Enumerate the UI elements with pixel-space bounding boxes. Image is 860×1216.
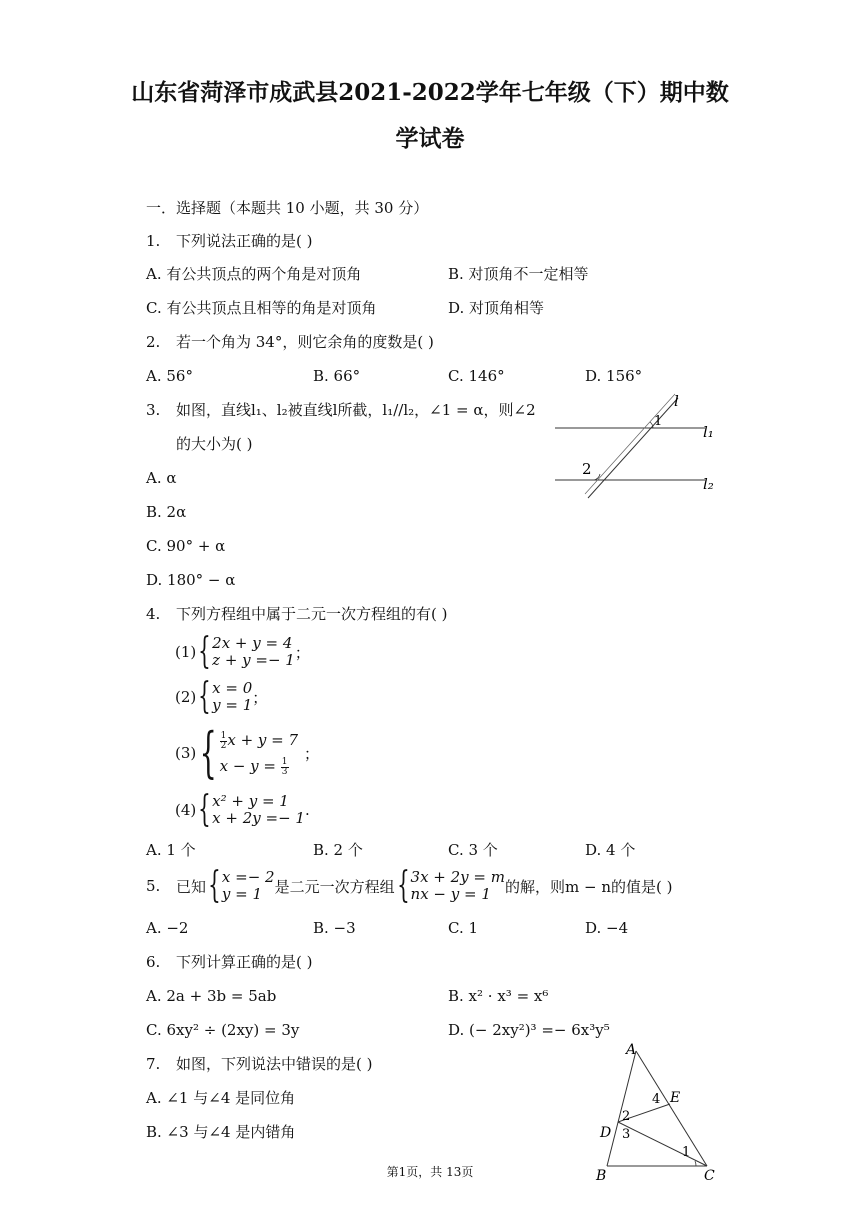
equation: 2x + y = 4 <box>212 634 293 652</box>
parallel-lines-figure <box>550 388 720 500</box>
equation: x − y = $\frac{1}{3}$ <box>219 756 288 777</box>
label-l2: l₂ <box>703 475 714 493</box>
option-a: A. 56° <box>146 367 193 385</box>
label-d: D <box>600 1125 612 1141</box>
option-a: A. ∠1 与∠4 是同位角 <box>146 1089 296 1107</box>
label-a: A <box>626 1042 637 1058</box>
question-number: 2. <box>146 333 161 351</box>
option-d: D. (− 2xy²)³ =− 6x³y⁵ <box>448 1021 610 1039</box>
question-number: 4. <box>146 605 161 623</box>
fraction: $\frac{1}{3}$ <box>281 756 288 777</box>
option-a: A. 2a + 3b = 5ab <box>146 987 277 1005</box>
label-l1: l₁ <box>703 423 714 441</box>
title-line-2: 学试卷 <box>395 125 465 152</box>
system-label: (3) <box>175 744 197 762</box>
question-stem: 如图，下列说法中错误的是( ) <box>176 1055 373 1073</box>
question-stem: 下列说法正确的是( ) <box>176 232 313 250</box>
label-c: C <box>704 1168 715 1184</box>
option-b: B. 对顶角不一定相等 <box>448 265 589 283</box>
label-angle-4: 4 <box>652 1092 661 1107</box>
label-angle-1: 1 <box>654 414 663 429</box>
option-a: A. −2 <box>146 919 189 937</box>
option-c: C. 90° + α <box>146 537 226 555</box>
equation-system-1 <box>175 631 310 672</box>
question-stem: 如图，直线l₁、l₂被直线l所截，l₁//l₂，∠1 = α，则∠2 <box>176 401 536 419</box>
fraction: $\frac{1}{2}$ <box>220 730 227 751</box>
option-b: B. 66° <box>313 367 361 385</box>
question-stem: 下列计算正确的是( ) <box>176 953 313 971</box>
equation: x + 2y =− 1 <box>212 809 305 827</box>
system-label: (2) <box>175 688 197 706</box>
section-heading: 一．选择题（本题共 10 小题，共 30 分） <box>146 199 429 217</box>
option-d: D. −4 <box>585 919 629 937</box>
brace-icon: { <box>198 789 212 830</box>
question-4 <box>146 604 447 624</box>
label-b: B <box>596 1168 607 1184</box>
punctuation: ； <box>294 643 310 662</box>
question-stem-cont: 的大小为( ) <box>176 435 253 453</box>
title-line-1: 山东省菏泽市成武县2021-2022学年七年级（下）期中数 <box>131 79 729 106</box>
label-angle-1: 1 <box>682 1145 691 1160</box>
label-angle-2: 2 <box>622 1109 631 1124</box>
equation: $\frac{1}{2}$ x + y = 7 <box>220 730 299 751</box>
option-a: A. α <box>146 469 177 487</box>
question-1 <box>146 231 312 251</box>
punctuation: ； <box>304 744 320 763</box>
option-d: D. 156° <box>585 367 643 385</box>
option-c: C. 3 个 <box>448 841 498 859</box>
option-b: B. −3 <box>313 919 356 937</box>
question-number: 6. <box>146 953 161 971</box>
question-number: 3. <box>146 401 161 419</box>
brace-icon: { <box>198 676 212 717</box>
option-a: A. 有公共顶点的两个角是对顶角 <box>146 265 362 283</box>
question-stem: 的解，则m − n的值是( ) <box>504 877 673 896</box>
equation: y = 1 <box>212 696 253 714</box>
equation-system-2 <box>175 676 268 717</box>
option-c: C. 6xy² ÷ (2xy) = 3y <box>146 1021 300 1039</box>
brace-icon: { <box>396 865 410 906</box>
punctuation: . <box>304 801 310 819</box>
equation: x² + y = 1 <box>212 792 289 810</box>
equation: y = 1 <box>221 885 263 903</box>
option-d: D. 4 个 <box>585 841 636 859</box>
question-6 <box>146 952 312 972</box>
transversal-l-inner <box>585 394 675 494</box>
equation: 3x + 2y = m <box>410 868 505 886</box>
label-angle-2: 2 <box>582 460 592 478</box>
question-stem: 若一个角为 34°，则它余角的度数是( ) <box>176 333 434 351</box>
equation-system-3 <box>175 721 320 784</box>
equation: x = 0 <box>212 679 253 697</box>
question-7 <box>146 1054 372 1074</box>
punctuation: ； <box>252 688 268 707</box>
brace-icon: { <box>199 721 218 784</box>
question-stem: 是二元一次方程组 <box>274 877 395 896</box>
brace-icon: { <box>198 631 212 672</box>
question-5 <box>146 865 673 906</box>
equation-system-4 <box>175 789 310 830</box>
option-c: C. 有公共顶点且相等的角是对顶角 <box>146 299 377 317</box>
brace-icon: { <box>208 865 221 906</box>
option-b: B. 2 个 <box>313 841 363 859</box>
transversal-l <box>588 398 678 498</box>
option-b: B. ∠3 与∠4 是内错角 <box>146 1123 296 1141</box>
question-stem: 下列方程组中属于二元一次方程组的有( ) <box>176 605 448 623</box>
equation: x =− 2 <box>221 868 275 886</box>
option-b: B. x² · x³ = x⁶ <box>448 987 549 1005</box>
label-e: E <box>670 1090 681 1106</box>
system-label: (1) <box>175 643 197 661</box>
page-footer: 第1页，共 13页 <box>386 1165 474 1179</box>
option-c: C. 146° <box>448 367 505 385</box>
question-number: 7. <box>146 1055 161 1073</box>
question-3 <box>146 400 536 420</box>
question-2 <box>146 332 434 352</box>
option-b: B. 2α <box>146 503 187 521</box>
option-d: D. 180° − α <box>146 571 236 589</box>
equation: nx − y = 1 <box>410 885 491 903</box>
angle-2-arc <box>594 474 600 480</box>
option-c: C. 1 <box>448 919 479 937</box>
question-stem: 已知 <box>176 877 207 896</box>
label-angle-3: 3 <box>622 1127 631 1142</box>
system-label: (4) <box>175 801 197 819</box>
question-number: 1. <box>146 232 161 250</box>
question-number: 5. <box>146 877 161 895</box>
equation: z + y =− 1 <box>212 651 295 669</box>
label-l: l <box>674 392 679 410</box>
option-d: D. 对顶角相等 <box>448 299 545 317</box>
option-a: A. 1 个 <box>146 841 196 859</box>
